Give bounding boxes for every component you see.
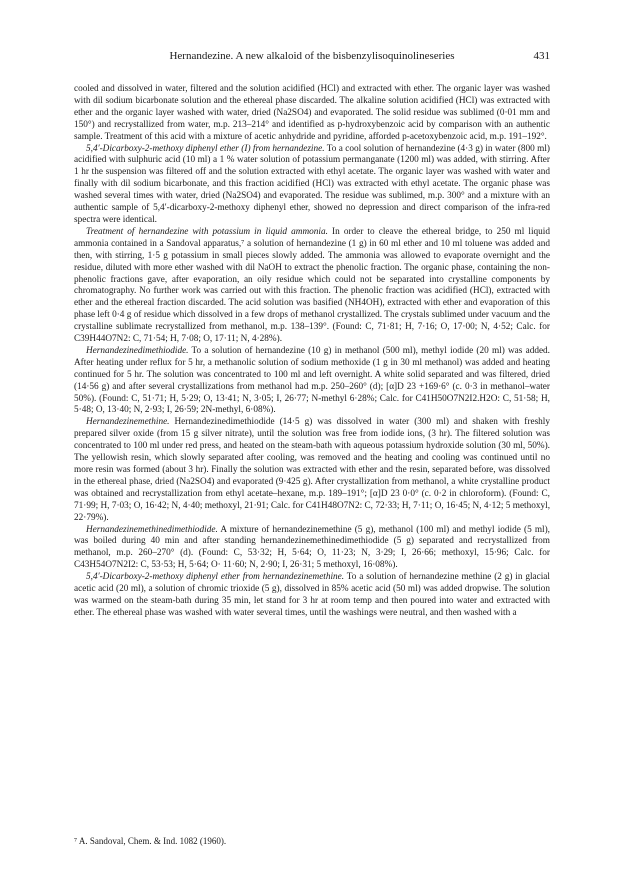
paragraph-7	[74, 572, 550, 620]
section-heading: Hernandezinedimethiodide.	[86, 345, 189, 356]
paragraph-4	[74, 346, 550, 417]
footnote: ⁷ A. Sandoval, Chem. & Ind. 1082 (1960).	[74, 836, 227, 846]
paragraph-text: To a cool solution of hernandezine (4·3 g) in water (800 ml) acidified with sulphuric acid (10 ml) a 1 % water solution of potassium permanganate (1200 ml) was added, with stirring. After 1 hr the suspension was filtered off and the solution extracted with ethyl acetate. The organic layer was washed with water and finally with dil sodium bicarbonate, and this fraction acidified (HCl) was extracted with ethyl acetate. The organic phase was washed several times with water, dried (Na2SO4) and evaporated. The residue was sublimed, m.p. 300° and a mixture with an authentic sample of 5,4′-dicarboxy-2-methoxy diphenyl ether, showed no depression and direct comparison of the infra-red spectra were identical.	[74, 143, 550, 225]
section-heading: 5,4′-Dicarboxy-2-methoxy diphenyl ether from hernandezinemethine.	[86, 572, 345, 583]
paragraph-2	[74, 144, 550, 227]
section-heading: 5,4′-Dicarboxy-2-methoxy diphenyl ether (I) from hernandezine.	[86, 143, 325, 154]
running-title: Hernandezine. A new alkaloid of the bisbenzylisoquinolineseries	[169, 50, 455, 62]
paragraph-3	[74, 227, 550, 346]
paragraph-text: Hernandezinedimethiodide (14·5 g) was dissolved in water (300 ml) and shaken with freshly prepared silver oxide (from 15 g silver nitrate), until the solution was free from iodide ions, (3 hr). The filtered solution was concentrated to 100 ml under red press, and heated on the steam-bath with aqueous potassium hydroxide solution (30 ml, 50%). The yellowish resin, which slowly separated after cooling, was removed and the heating and cooling was continued until no more resin was formed (about 3 hr). Finally the solution was extracted with ether and the resin, separated before, was dissolved in the ethereal phase, dried (Na2SO4) and evaporated (9·425 g). After crystallization from methanol, a white crystalline product was obtained and recrystallization from ethyl acetate–hexane, m.p. 189–191°; [α]D 23 0·0° (c. 0·2 in chloroform). (Found: C, 71·99; H, 7·03; O, 16·42; N, 4·40; methoxyl, 21·91; Calc. for C41H48O7N2: C, 72·33; H, 7·11; O, 16·45; N, 4·12; 5 methoxyl, 22·79%).	[74, 417, 550, 523]
paragraph-text: A mixture of hernandezinemethine (5 g), methanol (100 ml) and methyl iodide (5 ml), was boiled during 40 min and after standing hernandezinemethinedimethiodide (5 g) separated and recrystallized from methanol, m.p. 260–270° (d). (Found: C, 53·32; H, 5·64; O, 11·23; N, 3·29; I, 26·66; methoxyl, 15·96; Calc. for C43H54O7N2I2: C, 53·53; H, 5·64; O· 11·60; N, 2·90; I, 26·31; 5 methoxyl, 16·08%).	[74, 524, 550, 571]
article-body	[74, 84, 550, 620]
section-heading: Hernandezinemethine.	[86, 417, 170, 428]
page-number: 431	[533, 50, 550, 62]
section-heading: Hernandezinemethinedimethiodide.	[86, 524, 218, 535]
paragraph-text: To a solution of hernandezine methine (2 g) in glacial acetic acid (20 ml), a solution of chromic trioxide (5 g), dissolved in 85% acetic acid (50 ml) was added dropwise. The solution was warmed on the steam-bath during 35 min, let stand for 3 hr at room temp and then poured into water and extracted with ether. The ethereal phase was washed with water several times, until the washings were neutral, and then washed with a	[74, 572, 550, 618]
running-header	[74, 50, 550, 66]
paragraph-text: In order to cleave the ethereal bridge, to 250 ml liquid ammonia contained in a Sandoval apparatus,⁷ a solution of hernandezine (1 g) in 60 ml ether and 10 ml toluene was added and then, with stirring, 1·5 g potassium in small pieces slowly added. The ammonia was allowed to evaporate overnight and the residue, diluted with more ether washed with dil NaOH to extract the phenolic fraction. The organic phase, containing the nonphenolic fractions gave, after evaporation, an oily residue which could not be separated into crystalline components by chromatography. No further work was carried out with this fraction. The phenolic fraction was acidified (HCl), extracted with ether and the ethereal fraction discarded. The acid solution was basified (NH4OH), extracted with ether and evaporation of this phase left 0·4 g of residue which dissolved in a few drops of methanol crystallized. The crystals sublimed under vacuum and the crystalline sublimate recrystallized from methanol, m.p. 138–139°. (Found: C, 71·81; H, 7·16; O, 17·00; N, 4·52; Calc. for C39H44O7N2: C, 71·54; H, 7·08; O, 17·11; N, 4·28%).	[74, 226, 550, 345]
paragraph-6	[74, 525, 550, 573]
paragraph-5	[74, 417, 550, 524]
paragraph-text: To a solution of hernandezine (10 g) in methanol (500 ml), methyl iodide (20 ml) was added. After heating under reflux for 5 hr, a methanolic solution of sodium methoxide (1 g in 30 ml methanol) was added and heating continued for 5 hr. The solution was concentrated to 100 ml and left overnight. A white solid separated and was filtered, dried (14·56 g) and after several crystallizations from methanol had m.p. 250–260° (d); [α]D 23 +169·6° (c. 0·3 in methanol–water 50%). (Found: C, 51·71; H, 5·29; O, 13·41; N, 3·05; I, 26·77; N-methyl 6·28%; Calc. for C41H50O7N2I2.H2O: C, 51·58; H, 5·48; O, 13·40; N, 2·93; I, 26·59; 2N-methyl, 6·08%).	[74, 345, 550, 416]
section-heading: Treatment of hernandezine with potassium in liquid ammonia.	[86, 226, 328, 237]
paragraph-1: cooled and dissolved in water, filtered and the solution acidified (HCl) and extracted with ether. The organic layer was washed with dil sodium bicarbonate solution and the ethereal phase discarded. The alkaline solution acidified (HCl) was extracted with ether and the organic layer washed with water, dried (Na2SO4) and evaporated. The solid residue was sublimed (0·01 mm and 150°) and recrystallized from water, m.p. 213–214° and identified as p-hydroxybenzoic acid by comparison with an authentic sample. Treatment of this acid with a mixture of acetic anhydride and pyridine, afforded p-acetoxybenzoic acid, m.p. 191–192°.	[74, 84, 550, 142]
